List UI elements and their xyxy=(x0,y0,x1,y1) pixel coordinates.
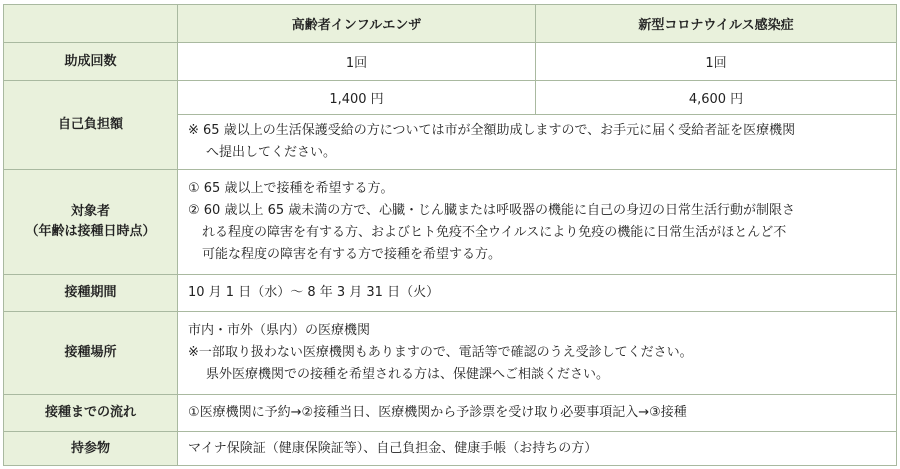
target-label-sub: （年齢は接種日時点） xyxy=(25,224,156,239)
vaccination-info-table-wrapper xyxy=(3,4,896,466)
period-value: 10 月 1 日（水）～ 8 年 3 月 31 日（火） xyxy=(178,275,897,312)
count-covid: 1回 xyxy=(536,43,897,81)
header-covid: 新型コロナウイルス感染症 xyxy=(536,5,897,43)
row-target xyxy=(4,170,897,275)
row-count xyxy=(4,43,897,81)
cost-note xyxy=(178,115,897,170)
place-line2: ※一部取り扱わない医療機関もありますので、電話等で確認のうえ受診してください。 xyxy=(188,345,693,360)
row-label-count: 助成回数 xyxy=(4,43,178,81)
row-bring xyxy=(4,432,897,466)
count-influenza: 1回 xyxy=(178,43,536,81)
row-period xyxy=(4,275,897,312)
target-line4: 可能な程度の障害を有する方で接種を希望する方。 xyxy=(202,247,502,262)
header-row xyxy=(4,5,897,43)
place-content xyxy=(178,312,897,395)
header-corner xyxy=(4,5,178,43)
bring-value: マイナ保険証（健康保険証等）、自己負担金、健康手帳（お持ちの方） xyxy=(178,432,897,466)
flow-value: ①医療機関に予約→②接種当日、医療機関から予診票を受け取り必要事項記入→③接種 xyxy=(178,395,897,432)
target-content xyxy=(178,170,897,275)
row-label-period: 接種期間 xyxy=(4,275,178,312)
row-label-cost: 自己負担額 xyxy=(4,81,178,170)
cost-note-line1: ※ 65 歳以上の生活保護受給の方については市が全額助成しますので、お手元に届く受給者証を医療機関 xyxy=(188,123,796,138)
row-label-target xyxy=(4,170,178,275)
place-line1: 市内・市外（県内）の医療機関 xyxy=(188,323,371,338)
cost-influenza: 1,400 円 xyxy=(178,81,536,115)
row-flow xyxy=(4,395,897,432)
target-line3: れる程度の障害を有する方、およびヒト免疫不全ウイルスにより免疫の機能に日常生活がほとんど不 xyxy=(202,225,787,240)
cost-covid: 4,600 円 xyxy=(536,81,897,115)
row-label-place: 接種場所 xyxy=(4,312,178,395)
target-line1: ① 65 歳以上で接種を希望する方。 xyxy=(188,181,394,196)
row-place xyxy=(4,312,897,395)
vaccination-info-table xyxy=(3,4,897,466)
header-influenza: 高齢者インフルエンザ xyxy=(178,5,536,43)
place-line3: 県外医療機関での接種を希望される方は、保健課へご相談ください。 xyxy=(206,367,610,382)
target-label-main: 対象者 xyxy=(70,204,110,219)
row-cost xyxy=(4,81,897,115)
row-label-bring: 持参物 xyxy=(4,432,178,466)
target-line2: ② 60 歳以上 65 歳未満の方で、心臓・じん臓または呼吸器の機能に自己の身辺の日常生活行動が制限さ xyxy=(188,203,796,218)
cost-note-line2: へ提出してください。 xyxy=(206,145,337,160)
row-label-flow: 接種までの流れ xyxy=(4,395,178,432)
